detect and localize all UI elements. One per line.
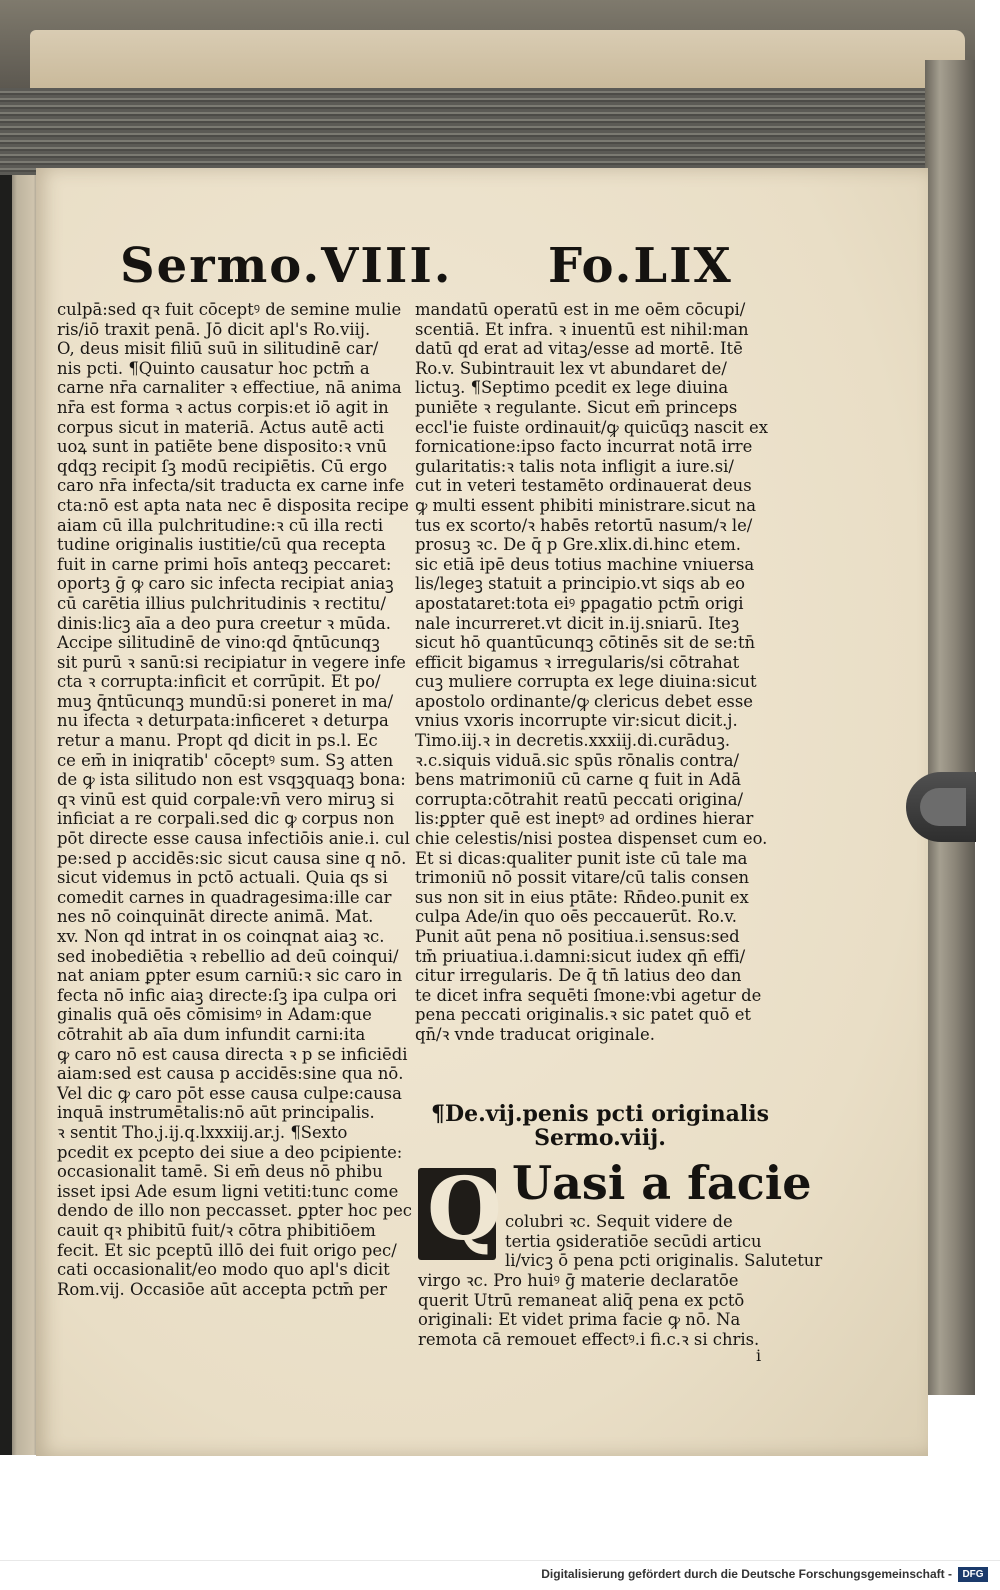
right-column-line: mandatū operatū est in me oēm cōcupi/ xyxy=(415,300,746,319)
right-column-line: culpa Ade/in quo oēs peccauerūt. Ro.v. xyxy=(415,907,737,927)
right-column-line: corrupta:cōtrahit reatū peccati origina/ xyxy=(415,789,744,809)
left-column-line: ce em̄ in iniqratib' cōceptꝰ sum. Sꝫ atten xyxy=(57,750,394,770)
section-heading-line2: Sermo.viij. xyxy=(534,1125,666,1151)
funding-credit: Digitalisierung gefördert durch die Deutsche Forschungsgemeinschaft - xyxy=(541,1567,952,1581)
left-column-line: uoꝝ sunt in patiēte bene disposito:ꝛ vnū xyxy=(57,437,387,457)
book-clasp-inner xyxy=(920,788,966,826)
left-column-line: Accipe silitudinē de vino:qd q̄ntūcunqꝫ xyxy=(57,633,380,653)
dfg-logo: DFG xyxy=(958,1567,988,1582)
right-column-line: te dicet infra sequēti ſmone:vbi agetur de xyxy=(415,985,762,1005)
right-column-line: tus ex scorto/ꝛ habēs retortū nasum/ꝛ le/ xyxy=(415,515,753,535)
left-column-line: occasionalit tamē. Si em̄ deus nō phibu xyxy=(57,1162,383,1182)
left-column-line: muꝫ q̄ntūcunqꝫ mundū:si poneret in ma/ xyxy=(57,691,394,711)
left-column-line: de ꝙ ista silitudo non est vsqꝫquaqꝫ bona: xyxy=(57,770,406,790)
left-column-line: cta ꝛ corrupta:inficit et corrūpit. Et po/ xyxy=(57,672,381,692)
right-column-line: datū qd erat ad vitaꝫ/esse ad mortē. Itē xyxy=(415,339,743,359)
right-column-line: citur irregularis. De q̄ tn̄ latius deo dan xyxy=(415,966,742,986)
right-column-line: vnius vxoris incorrupte vir:sicut dicit.j. xyxy=(415,711,738,731)
closed-pages-top xyxy=(30,30,965,90)
left-column-line: aiam cū illa pulchritudine:ꝛ cū illa recti xyxy=(57,515,384,535)
left-column-line: dinis:licꝫ aīa a deo pura creetur ꝛ mūda. xyxy=(57,613,391,633)
right-column-line: prosuꝫ ꝛc. De q̄ p Gre.xlix.di.hinc etem. xyxy=(415,535,742,555)
section-full-line: originali: Et videt prima facie ꝙ nō. Na xyxy=(418,1310,741,1330)
left-column-line: retur a manu. Propt qd dicit in ps.l. Ec xyxy=(57,731,378,751)
section-body-indented xyxy=(505,1212,823,1271)
right-column-line: sic etiā ipē deus totius machine vniuersa xyxy=(415,554,755,574)
right-column-line: pena peccati originalis.ꝛ sic patet quō et xyxy=(415,1005,751,1025)
section-full-line: virgo ꝛc. Pro huiꝰ ḡ materie declaratōe xyxy=(418,1271,739,1290)
left-column-line: xv. Non qd intrat in os coinqnat aiaꝫ ꝛc. xyxy=(57,927,385,946)
left-gutter-shadow xyxy=(0,175,12,1455)
left-column-line: cū carētia illius pulchritudinis ꝛ rectitu/ xyxy=(57,593,386,613)
left-column-line: pōt directe esse causa infectiōis anie.i. cul xyxy=(57,829,410,849)
right-column-line: cut in veteri testamēto ordinauerat deus xyxy=(415,476,752,496)
folio-number: Fo.LIX xyxy=(548,238,733,294)
right-column-line: fornicatione:ipso facto incurrat notā irre xyxy=(415,437,753,457)
left-column-line: dendo de illo non peccasset. ꝑpter hoc pec xyxy=(57,1201,412,1221)
right-column-line: Punit aūt pena nō positiua.i.sensus:sed xyxy=(415,927,740,946)
section-body-full xyxy=(418,1271,778,1349)
left-column-line: culpā:sed qꝛ fuit cōceptꝰ de semine mulie xyxy=(57,300,402,319)
section-indented-line: li/vicꝫ ō pena pcti originalis. Salutetur xyxy=(505,1251,823,1271)
right-column-line: scentiā. Et infra. ꝛ inuentū est nihil:man xyxy=(415,319,749,339)
right-column-line: ꝙ multi essent phibiti ministrare.sicut na xyxy=(415,495,756,515)
left-column-line: aiam:sed est causa p accidēs:sine qua nō. xyxy=(57,1064,404,1084)
right-column-line: apostataret:tota eiꝰ ꝑpagatio pctm̄ origi xyxy=(415,593,744,613)
right-column-line: lis:ꝑpter quē est ineptꝰ ad ordines hierar xyxy=(415,809,754,829)
section-indented-line: colubri ꝛc. Sequit videre de xyxy=(505,1212,733,1231)
left-column-line: oportꝫ ḡ ꝙ caro sic infecta recipiat aniaꝫ xyxy=(57,574,394,594)
left-column-line: comedit carnes in quadragesima:ille car xyxy=(57,887,392,907)
left-column-line: ris/iō traxit penā. Jō dicit apl's Ro.viij. xyxy=(57,319,371,339)
section-heading xyxy=(430,1102,770,1150)
left-column-line: cauit qꝛ phibitū fuit/ꝛ cōtra phibitiōem xyxy=(57,1220,376,1240)
left-column-line: nes nō coinquināt directe animā. Mat. xyxy=(57,907,374,927)
right-column-line: sus non sit in eius ptāte: Rn̄deo.punit ex xyxy=(415,887,749,907)
right-column-line: qn̄/ꝛ vnde traducat originale. xyxy=(415,1024,655,1044)
right-column-line: efficit bigamus ꝛ irregularis/si cōtrahat xyxy=(415,652,740,672)
right-column-line: lictuꝫ. ¶Septimo pcedit ex lege diuina xyxy=(415,378,729,398)
left-column-line: Rom.vij. Occasiōe aūt accepta pctm̄ per xyxy=(57,1279,388,1299)
left-column-line: inquā instrumētalis:nō aūt principalis. xyxy=(57,1103,375,1123)
left-column-line: corpus sicut in materiā. Actus autē acti xyxy=(57,417,385,437)
footer-bar xyxy=(0,1560,1000,1590)
left-column-line: caro nr̄a infecta/sit traducta ex carne infe xyxy=(57,476,405,496)
section-indented-line: tertia ꝯsideratiōe secūdi articu xyxy=(505,1231,762,1251)
left-column-line: nat aniam ꝑpter esum carniū:ꝛ sic caro in xyxy=(57,966,403,986)
left-column-line: sit purū ꝛ sanū:si recipiatur in vegere infe xyxy=(57,652,406,672)
right-column-line: ꝛ.c.siquis viduā.sic spūs rōnalis contra/ xyxy=(415,750,740,770)
right-column-line: tm̄ priuatiua.i.damni:sicut iudex qn̄ effi/ xyxy=(415,946,746,966)
section-full-line: remota cā remouet effectꝰ.i fi.c.ꝛ si chris. xyxy=(418,1329,760,1349)
left-column-line: inficiat a re corpali.sed dic ꝙ corpus non xyxy=(57,809,395,829)
left-column-line: tudine originalis iustitie/cū qua recepta xyxy=(57,535,386,555)
right-column-line: apostolo ordinante/ꝙ clericus debet esse xyxy=(415,691,753,711)
section-full-line: querit Utrū remaneat aliq̄ pena ex pctō xyxy=(418,1290,745,1310)
right-column-line: cuꝫ muliere corrupta ex lege diuina:sicut xyxy=(415,672,757,692)
right-text-column xyxy=(415,300,768,1045)
left-column-line: O, deus misit filiū suū in silitudinē car/ xyxy=(57,339,379,359)
incipit: Uasi a facie xyxy=(512,1156,812,1210)
left-column-line: qꝛ vinū est quid corpale:vn̄ vero miruꝫ si xyxy=(57,789,395,809)
left-column-line: sed inobediētia ꝛ rebellio ad deū coinqui/ xyxy=(57,946,399,966)
left-column-line: pcedit ex pcepto dei siue a deo pcipiente: xyxy=(57,1142,403,1162)
right-column-line: lis/legeꝫ statuit a principio.vt siqs ab eo xyxy=(415,574,746,594)
right-column-line: nale incurreret.vt dicit in.ij.sniarū. Iteꝫ xyxy=(415,613,740,633)
right-column-line: puniēte ꝛ regulante. Sicut em̄ princeps xyxy=(415,397,738,417)
left-column-line: cta:nō est apta nata nec ē disposita recipe xyxy=(57,495,409,515)
signature-mark: i xyxy=(756,1346,762,1365)
right-column-line: gularitatis:ꝛ talis nota infligit a iure.si/ xyxy=(415,456,734,476)
left-column-line: fuit in carne primi hoīs anteqꝫ peccaret: xyxy=(57,554,392,574)
right-column-line: bens matrimoniū cū carne q fuit in Adā xyxy=(415,770,741,790)
left-column-line: sicut videmus in pctō actuali. Quia qs si xyxy=(57,868,388,888)
left-column-line: ginalis quā oēs cōmisimꝰ in Adam:que xyxy=(57,1005,372,1025)
left-column-line: ꝙ caro nō est causa directa ꝛ p se inficiēdi xyxy=(57,1044,408,1064)
book-right-edge xyxy=(925,60,975,1395)
left-column-line: nu ifecta ꝛ deturpata:inficeret ꝛ deturpa xyxy=(57,711,389,731)
left-column-line: cati occasionalit/eo modo quo apl's dicit xyxy=(57,1260,390,1280)
right-column-line: sicut hō quantūcunqꝫ cōtinēs sit de se:tn̄ xyxy=(415,633,756,653)
left-column-line: nis pcti. ¶Quinto causatur hoc pctm̄ a xyxy=(57,358,370,378)
left-column-line: qdqꝫ recipit ſꝫ modū recipiētis. Cū ergo xyxy=(57,456,388,476)
right-column-line: eccl'ie fuiste ordinauit/ꝙ quicūqꝫ nascit ex xyxy=(415,417,768,437)
left-column-line: Vel dic ꝙ caro pōt esse causa culpe:causa xyxy=(57,1083,402,1103)
right-column-line: Ro.v. Subintrauit lex vt abundaret de/ xyxy=(415,358,727,378)
left-column-line: carne nr̄a carnaliter ꝛ effectiue, nā anima xyxy=(57,378,402,398)
left-column-line: fecta nō infic aiaꝫ directe:ſꝫ ipa culpa ori xyxy=(57,985,397,1005)
decorated-initial: Q xyxy=(427,1159,502,1260)
left-column-line: pe:sed p accidēs:sic sicut causa sine q nō. xyxy=(57,848,407,868)
section-heading-line1: ¶De.vij.penis pcti originalis xyxy=(431,1101,769,1127)
left-column-line: nr̄a est forma ꝛ actus corpis:et iō agit in xyxy=(57,397,389,417)
left-column-line: cōtrahit ab aīa dum infundit carni:ita xyxy=(57,1024,366,1044)
left-text-column xyxy=(57,300,412,1299)
right-column-line: trimoniū nō possit vitare/cū talis consen xyxy=(415,868,750,888)
right-column-line: chie celestis/nisi postea dispenset cum eo. xyxy=(415,829,768,849)
running-head-left: Sermo.VIII. xyxy=(120,238,453,294)
right-column-line: Timo.iij.ꝛ in decretis.xxxiij.di.curāduꝫ. xyxy=(415,731,731,751)
left-column-line: fecit. Et sic pceptū illō dei fuit origo pec/ xyxy=(57,1240,397,1260)
left-column-line: isset ipsi Ade esum ligni vetiti:tunc come xyxy=(57,1181,399,1201)
left-column-line: ꝛ sentit Tho.j.ij.q.lxxxiij.ar.j. ¶Sexto xyxy=(57,1122,348,1142)
right-column-line: Et si dicas:qualiter punit iste cū tale ma xyxy=(415,848,748,868)
